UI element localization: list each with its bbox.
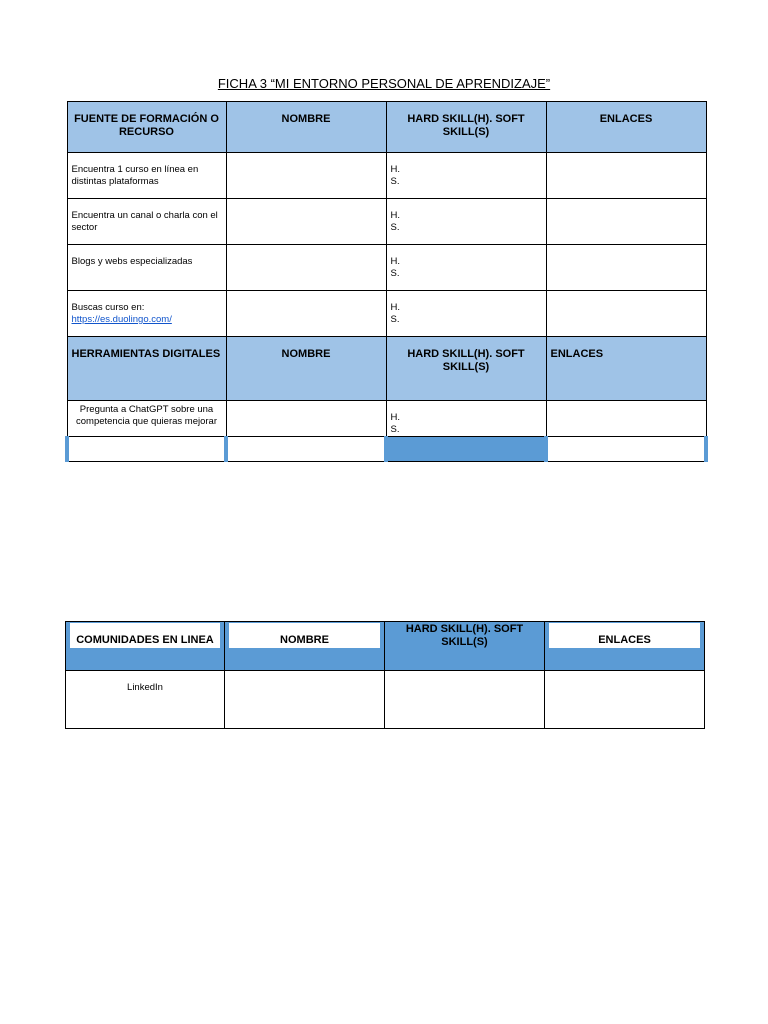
nombre-cell[interactable] <box>226 401 386 437</box>
resource-cell: Blogs y webs especializadas <box>67 245 226 291</box>
enlaces-cell[interactable] <box>546 153 706 199</box>
document-title: FICHA 3 “MI ENTORNO PERSONAL DE APRENDIZAJE” <box>217 76 551 91</box>
header-enlaces: ENLACES <box>546 102 706 153</box>
header-skill: HARD SKILL(H). SOFT SKILL(S) <box>386 337 546 401</box>
communities-table <box>65 621 705 729</box>
empty-row <box>67 437 706 462</box>
skill-cell[interactable] <box>386 245 546 291</box>
table-header-row <box>66 622 705 671</box>
header-comunidades <box>66 622 225 671</box>
resource-cell <box>67 291 226 337</box>
skill-cell[interactable] <box>386 291 546 337</box>
header-nombre: NOMBRE <box>226 337 386 401</box>
header-label: COMUNIDADES EN LINEA <box>76 634 214 646</box>
header-enlaces <box>545 622 705 671</box>
table-row <box>67 245 706 291</box>
header-nombre: NOMBRE <box>226 102 386 153</box>
empty-cell[interactable] <box>546 437 706 462</box>
soft-skill-label: S. <box>390 314 400 325</box>
nombre-cell[interactable] <box>226 291 386 337</box>
hard-skill-label: H. <box>390 210 400 221</box>
empty-cell[interactable] <box>226 437 386 462</box>
nombre-cell[interactable] <box>225 671 385 729</box>
nombre-cell[interactable] <box>226 199 386 245</box>
duolingo-link[interactable]: https://es.duolingo.com/ <box>71 314 172 325</box>
table-row <box>67 401 706 437</box>
skill-cell[interactable] <box>386 153 546 199</box>
soft-skill-label: S. <box>390 176 400 187</box>
table-header-row <box>67 102 706 153</box>
nombre-cell[interactable] <box>226 153 386 199</box>
header-herramientas: HERRAMIENTAS DIGITALES <box>67 337 226 401</box>
header-box <box>70 623 220 648</box>
skill-cell[interactable] <box>385 671 545 729</box>
skill-cell[interactable] <box>386 199 546 245</box>
hard-skill-label: H. <box>390 302 400 313</box>
enlaces-cell[interactable] <box>546 245 706 291</box>
enlaces-cell[interactable] <box>546 401 706 437</box>
table-header-row <box>67 337 706 401</box>
enlaces-cell[interactable] <box>545 671 705 729</box>
resource-cell: Encuentra 1 curso en línea en distintas plataformas <box>67 153 226 199</box>
resources-table <box>65 101 708 462</box>
hard-skill-label: H. <box>390 256 400 267</box>
header-fuente: FUENTE DE FORMACIÓN O RECURSO <box>67 102 226 153</box>
soft-skill-label: S. <box>390 268 400 279</box>
header-skill <box>385 622 545 671</box>
empty-cell[interactable] <box>67 437 226 462</box>
hard-skill-label: H. <box>390 412 400 423</box>
resource-cell: LinkedIn <box>66 671 225 729</box>
resource-text: Buscas curso en: <box>71 302 145 313</box>
soft-skill-label: S. <box>390 424 400 435</box>
enlaces-cell[interactable] <box>546 291 706 337</box>
table-row <box>67 199 706 245</box>
table-row <box>67 153 706 199</box>
resource-cell: Encuentra un canal o charla con el sector <box>67 199 226 245</box>
empty-cell[interactable] <box>386 437 546 462</box>
header-box <box>549 623 700 648</box>
hard-skill-label: H. <box>390 164 400 175</box>
table-row <box>67 291 706 337</box>
header-label: NOMBRE <box>280 634 329 646</box>
skill-cell[interactable] <box>386 401 546 437</box>
header-enlaces: ENLACES <box>546 337 706 401</box>
soft-skill-label: S. <box>390 222 400 233</box>
header-label: ENLACES <box>598 634 651 646</box>
header-nombre <box>225 622 385 671</box>
header-skill: HARD SKILL(H). SOFT SKILL(S) <box>386 102 546 153</box>
header-box <box>229 623 380 648</box>
table-row <box>66 671 705 729</box>
nombre-cell[interactable] <box>226 245 386 291</box>
header-label: HARD SKILL(H). SOFT SKILL(S) <box>405 623 524 648</box>
resource-cell: Pregunta a ChatGPT sobre una competencia que quieras mejorar <box>67 401 226 437</box>
enlaces-cell[interactable] <box>546 199 706 245</box>
